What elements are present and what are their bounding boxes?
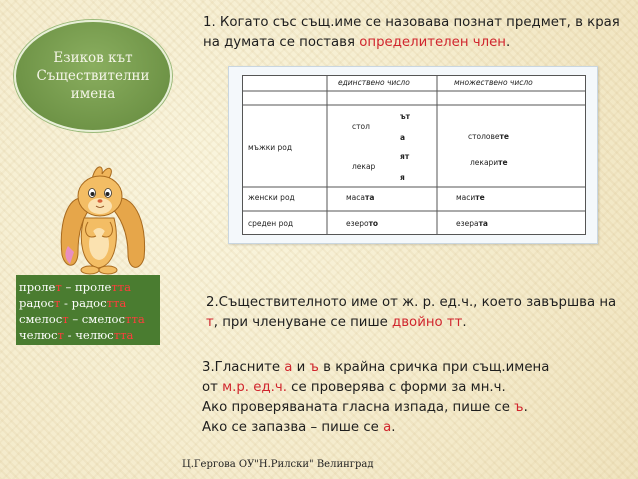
rule-3-line-1: 3.Гласните а и ъ в крайна сричка при същ.имена <box>202 360 550 375</box>
masc-art-1: ът <box>400 112 410 121</box>
article-table <box>242 75 586 235</box>
masc-art-2: а <box>400 133 406 142</box>
neut-pl: езерата <box>456 219 488 228</box>
example-row: пролет – пролетта <box>19 280 132 294</box>
masc-sg-2: лекар <box>352 162 376 171</box>
masc-pl-2: лекарите <box>470 158 508 167</box>
gender-neut: среден род <box>248 219 294 228</box>
header-plural: множествено число <box>454 78 533 87</box>
gender-fem: женски род <box>248 193 295 202</box>
author-credit: Ц.Гергова ОУ"Н.Рилски" Велинград <box>182 459 374 470</box>
rule-2-text: 2.Съществителното име от ж. р. ед.ч., което завършва на т, при членуване се пише двойно тт. <box>206 295 617 330</box>
rule-3-text <box>202 358 632 438</box>
rule-2-highlight-tt: двойно тт <box>392 315 463 330</box>
examples-box <box>16 275 160 345</box>
example-row: челюст - челюстта <box>19 328 134 342</box>
example-row: смелост – смелостта <box>19 312 145 326</box>
rule-3-line-3: Ако проверяваната гласна изпада, пише се ъ. <box>202 400 528 415</box>
example-row: радост - радостта <box>19 296 127 310</box>
rule-1-text: 1. Когато със същ.име се назовава познат предмет, в края на думата се поставя определителен член. <box>203 15 620 50</box>
fem-sg: масата <box>346 193 375 202</box>
header-singular: единствено число <box>338 78 410 87</box>
bunny-illustration <box>48 160 158 278</box>
fem-pl: масите <box>456 193 485 202</box>
rule-2-highlight-t: т <box>206 315 214 330</box>
topic-title-line-3: имена <box>70 86 116 102</box>
neut-sg: езерото <box>346 219 379 228</box>
topic-title-line-2: Съществителни <box>36 68 150 84</box>
masc-sg-1: стол <box>352 122 370 131</box>
rule-3-line-4: Ако се запазва – пише се а. <box>202 420 396 435</box>
article-table-figure <box>228 66 598 244</box>
topic-title-line-1: Езиков кът <box>53 50 133 66</box>
rule-1-highlight: определителен член <box>359 35 506 50</box>
masc-art-3: ят <box>400 152 410 161</box>
gender-masc: мъжки род <box>248 143 293 152</box>
masc-pl-1: столовете <box>468 132 509 141</box>
topic-title-oval <box>14 20 172 132</box>
rule-3-line-2: от м.р. ед.ч. се проверява с форми за мн.ч. <box>202 380 506 395</box>
masc-art-4: я <box>400 173 405 182</box>
